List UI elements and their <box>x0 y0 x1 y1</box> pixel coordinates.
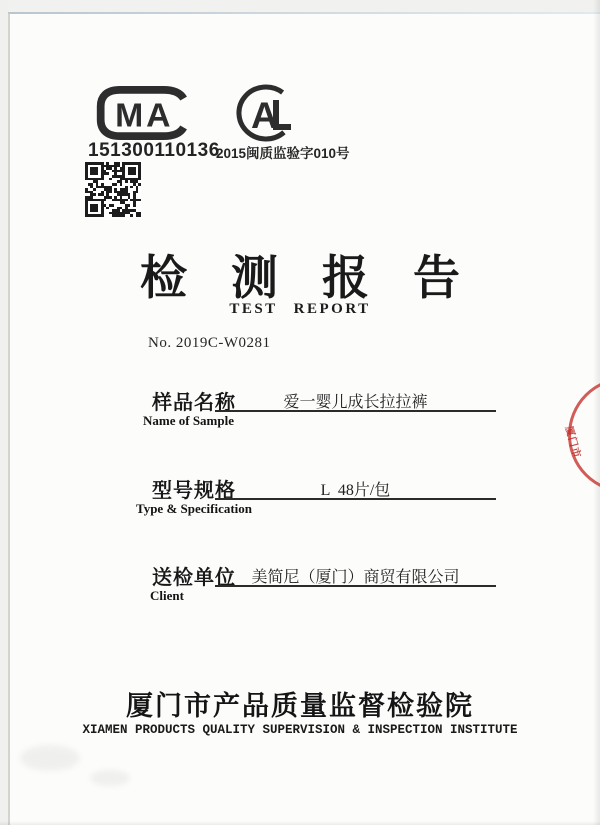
field-label-cn: 送检单位 <box>152 567 236 589</box>
field-type-specification <box>0 474 600 524</box>
cal-letter-a: A <box>251 95 278 136</box>
field-label-cn: 型号规格 <box>152 480 236 502</box>
approval-stamp-text: 厦门市 <box>562 425 583 460</box>
institute-name-en: XIAMEN PRODUCTS QUALITY SUPERVISION & INSPECTION INSTITUTE <box>82 723 518 737</box>
institute-name-cn: 厦门市产品质量监督检验院 <box>126 691 474 721</box>
field-label-en: Type & Specification <box>136 501 253 516</box>
field-client <box>0 561 600 611</box>
report-title-en: TEST REPORT <box>229 301 371 317</box>
scan-edge-top-line <box>6 12 600 14</box>
scan-smudge <box>90 770 130 786</box>
cal-certificate-caption: 2015闽质监验字010号 <box>216 146 350 161</box>
cal-letter-l <box>276 100 291 127</box>
cma-certificate-number: 151300110136 <box>88 140 220 161</box>
field-value: 爱一婴儿成长拉拉裤 <box>283 394 428 411</box>
scan-smudge <box>20 745 80 771</box>
cma-letters: MA <box>115 96 174 135</box>
qr-code <box>85 162 141 217</box>
field-label-en: Client <box>150 588 184 603</box>
scan-edge-top-strip <box>0 0 600 12</box>
field-sample-name <box>0 386 600 436</box>
cma-certification-icon <box>95 86 197 140</box>
report-number: No. 2019C-W0281 <box>148 335 271 351</box>
report-title-cn: 检测报告 <box>140 253 504 305</box>
field-label-en: Name of Sample <box>143 413 234 428</box>
field-label-cn: 样品名称 <box>152 392 236 414</box>
field-value: 美简尼（厦门）商贸有限公司 <box>251 569 460 586</box>
scan-edge-bottom-shadow <box>0 821 600 825</box>
field-value: L 48片/包 <box>320 482 391 499</box>
cal-certification-icon <box>236 83 300 145</box>
